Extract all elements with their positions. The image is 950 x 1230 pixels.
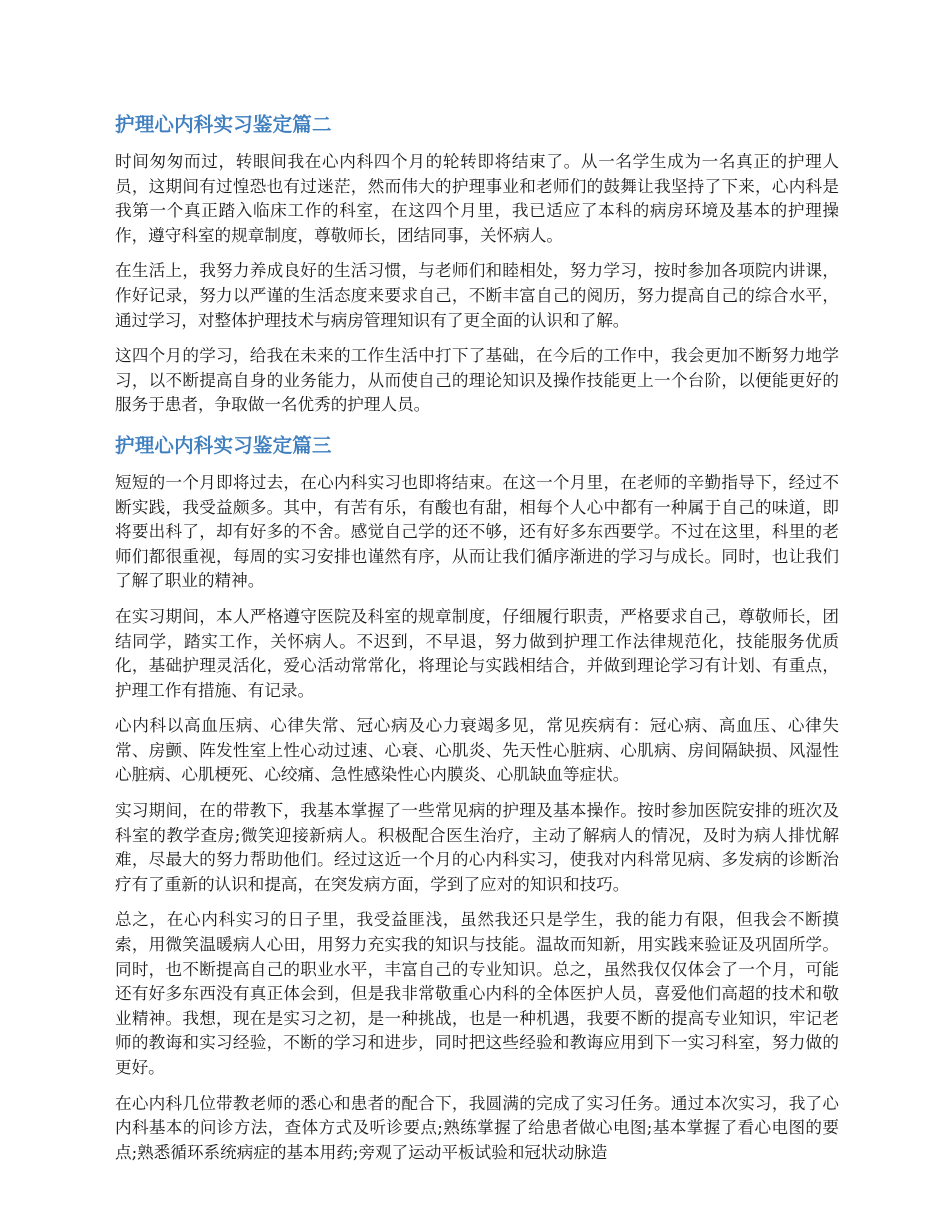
- paragraph: 短短的一个月即将过去，在心内科实习也即将结束。在这一个月里，在老师的辛勤指导下，经过不断实践，我受益颇多。其中，有苦有乐，有酸也有甜，相每个人心中都有一种属于自己的味道，即将要出科了，却有好多的不舍。感觉自己学的还不够，还有好多东西要学。不过在这里，科里的老师们都很重视，每周的实习安排也谨然有序，从而让我们循序渐进的学习与成长。同时，也让我们了解了职业的精神。: [115, 472, 839, 591]
- paragraph: 实习期间，在的带教下，我基本掌握了一些常见病的护理及基本操作。按时参加医院安排的班次及科室的教学查房;微笑迎接新病人。积极配合医生治疗，主动了解病人的情况，及时为病人排忧解难，尽最大的努力帮助他们。经过这近一个月的心内科实习，使我对内科常见病、多发病的诊断治疗有了重新的认识和提高，在突发病方面，学到了应对的知识和技巧。: [115, 801, 839, 894]
- paragraph: 心内科以高血压病、心律失常、冠心病及心力衰竭多见，常见疾病有：冠心病、高血压、心律失常、房颤、阵发性室上性心动过速、心衰、心肌炎、先天性心脏病、心肌病、房间隔缺损、风湿性心脏病、心肌梗死、心绞痛、急性感染性心内膜炎、心肌缺血等症状。: [115, 716, 839, 785]
- paragraph: 时间匆匆而过，转眼间我在心内科四个月的轮转即将结束了。从一名学生成为一名真正的护理人员，这期间有过惶恐也有过迷茫，然而伟大的护理事业和老师们的鼓舞让我坚持了下来，心内科是我第一个真正踏入临床工作的科室，在这四个月里，我已适应了本科的病房环境及基本的护理操作，遵守科室的规章制度，尊敬师长，团结同事，关怀病人。: [115, 152, 839, 245]
- paragraph: 在实习期间，本人严格遵守医院及科室的规章制度，仔细履行职责，严格要求自己，尊敬师长，团结同学，踏实工作，关怀病人。不迟到，不早退，努力做到护理工作法律规范化，技能服务优质化，基础护理灵活化，爱心活动常常化，将理论与实践相结合，并做到理论学习有计划、有重点，护理工作有措施、有记录。: [115, 606, 839, 700]
- section-heading-2: 护理心内科实习鉴定篇二: [115, 113, 332, 136]
- paragraph: 在心内科几位带教老师的悉心和患者的配合下，我圆满的完成了实习任务。通过本次实习，我了心内科基本的问诊方法，查体方式及听诊要点;熟练掌握了给患者做心电图;基本掌握了看心电图的要点;熟悉循环系统病症的基本用药;旁观了运动平板试验和冠状动脉造: [115, 1093, 839, 1162]
- paragraph: 总之，在心内科实习的日子里，我受益匪浅，虽然我还只是学生，我的能力有限，但我会不断摸索，用微笑温暖病人心田，用努力充实我的知识与技能。温故而知新，用实践来验证及巩固所学。同时，也不断提高自己的职业水平，丰富自己的专业知识。总之，虽然我仅仅体会了一个月，可能还有好多东西没有真正体会到，但是我非常敬重心内科的全体医护人员，喜爱他们高超的技术和敬业精神。我想，现在是实习之初，是一种挑战，也是一种机遇，我要不断的提高专业知识，牢记老师的教诲和实习经验，不断的学习和进步，同时把这些经验和教诲应用到下一实习科室，努力做的更好。: [115, 910, 839, 1077]
- paragraph: 这四个月的学习，给我在未来的工作生活中打下了基础，在今后的工作中，我会更加不断努力地学习，以不断提高自身的业务能力，从而使自己的理论知识及操作技能更上一个台阶，以便能更好的服务于患者，争取做一名优秀的护理人员。: [115, 346, 839, 415]
- paragraph: 在生活上，我努力养成良好的生活习惯，与老师们和睦相处，努力学习，按时参加各项院内讲课，作好记录，努力以严谨的生活态度来要求自己，不断丰富自己的阅历，努力提高自己的综合水平，通过学习，对整体护理技术与病房管理知识有了更全面的认识和了解。: [115, 261, 839, 330]
- document-page: [115, 108, 839, 1176]
- section-heading-3: 护理心内科实习鉴定篇三: [115, 433, 332, 457]
